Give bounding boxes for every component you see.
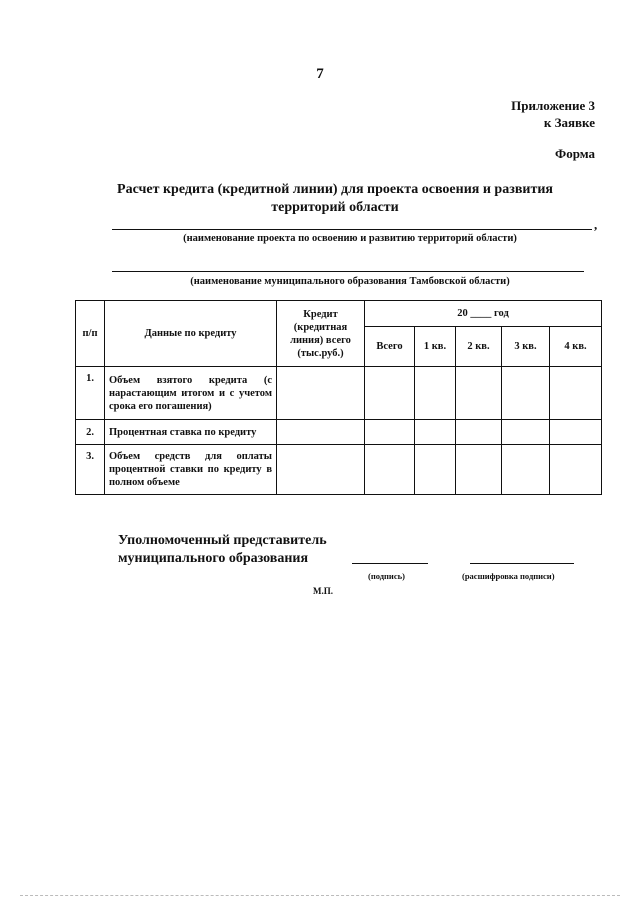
cell-credit[interactable] <box>277 445 365 495</box>
table-row <box>76 445 602 495</box>
signature-line[interactable] <box>352 563 428 564</box>
representative-line-1: Уполномоченный представитель <box>118 533 327 548</box>
form-label: Форма <box>555 146 595 161</box>
cell-credit[interactable] <box>277 420 365 445</box>
row-text: Объем взятого кредита (с нарастающим итогом и с учетом срока его погашения) <box>105 367 277 420</box>
representative-line-2: муниципального образования <box>118 551 309 566</box>
appendix-line-2: к Заявке <box>543 115 595 130</box>
cell-q2[interactable] <box>456 420 502 445</box>
row-num: 1. <box>76 367 105 420</box>
header-year: 20 ____ год <box>365 301 602 327</box>
municipality-name-caption: (наименование муниципального образования Тамбовской области) <box>190 276 510 287</box>
page-number: 7 <box>316 66 324 82</box>
cell-q1[interactable] <box>415 445 456 495</box>
representative-label <box>118 532 327 568</box>
header-q2: 2 кв. <box>456 327 502 367</box>
table-header-row <box>76 301 602 327</box>
appendix-line-1: Приложение 3 <box>511 98 595 113</box>
cell-q3[interactable] <box>502 420 550 445</box>
row-text: Процентная ставка по кредиту <box>105 420 277 445</box>
row-text: Объем средств для оплаты процентной ставки по кредиту в полном объеме <box>105 445 277 495</box>
project-name-caption: (наименование проекта по освоению и развитию территорий области) <box>183 233 517 244</box>
document-title <box>100 181 570 217</box>
header-q3: 3 кв. <box>502 327 550 367</box>
signature-decoding-line[interactable] <box>470 563 574 564</box>
cell-q2[interactable] <box>456 445 502 495</box>
cell-total[interactable] <box>365 367 415 420</box>
cell-q2[interactable] <box>456 367 502 420</box>
cell-total[interactable] <box>365 445 415 495</box>
scan-edge-artifact <box>20 895 620 896</box>
cell-q4[interactable] <box>550 420 602 445</box>
appendix-label <box>511 97 595 131</box>
header-data: Данные по кредиту <box>105 301 277 367</box>
decoding-caption: (расшифровка подписи) <box>462 571 555 581</box>
header-num: п/п <box>76 301 105 367</box>
signature-caption: (подпись) <box>368 571 405 581</box>
header-total: Всего <box>365 327 415 367</box>
cell-q4[interactable] <box>550 445 602 495</box>
cell-q3[interactable] <box>502 367 550 420</box>
municipality-name-line <box>112 271 584 272</box>
cell-q4[interactable] <box>550 367 602 420</box>
header-q1: 1 кв. <box>415 327 456 367</box>
row-num: 2. <box>76 420 105 445</box>
header-q4: 4 кв. <box>550 327 602 367</box>
cell-q1[interactable] <box>415 367 456 420</box>
header-credit: Кредит (кредитная линия) всего (тыс.руб.) <box>277 301 365 367</box>
title-line-1: Расчет кредита (кредитной линии) для проекта освоения и развития <box>117 182 553 197</box>
cell-q1[interactable] <box>415 420 456 445</box>
stamp-label: М.П. <box>313 586 333 596</box>
credit-table <box>75 300 602 495</box>
table-row <box>76 420 602 445</box>
comma-mark: , <box>594 217 598 232</box>
cell-q3[interactable] <box>502 445 550 495</box>
title-line-2: территорий области <box>271 200 399 215</box>
cell-credit[interactable] <box>277 367 365 420</box>
row-num: 3. <box>76 445 105 495</box>
cell-total[interactable] <box>365 420 415 445</box>
table-row <box>76 367 602 420</box>
project-name-line <box>112 229 592 230</box>
